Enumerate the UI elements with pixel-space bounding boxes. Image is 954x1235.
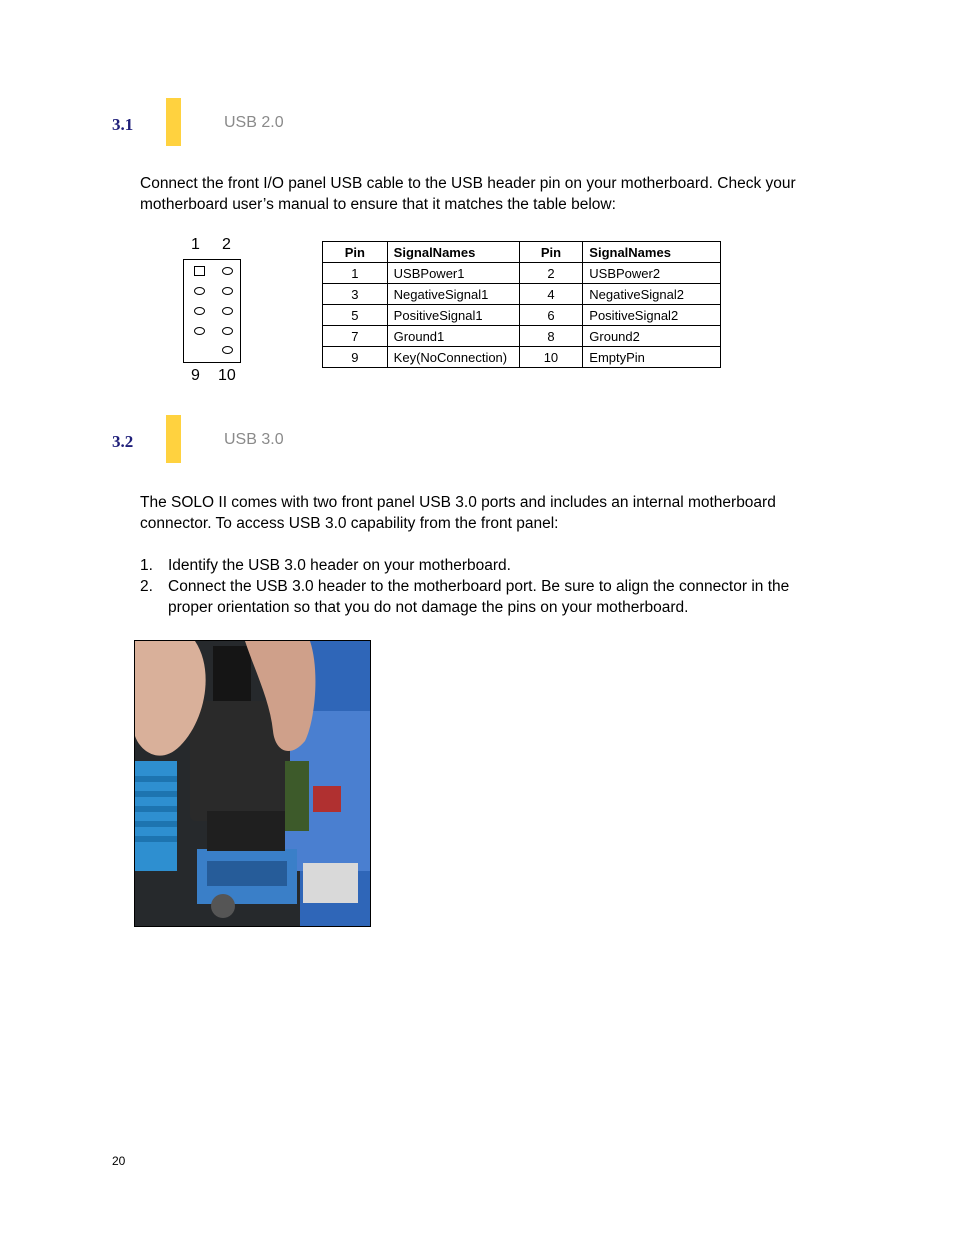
section-title: USB 3.0 xyxy=(224,431,284,448)
table-cell: USBPower2 xyxy=(583,263,721,284)
list-item xyxy=(140,576,810,618)
table-cell: 4 xyxy=(519,284,583,305)
table-cell: 9 xyxy=(323,347,388,368)
diagram-label-2: 2 xyxy=(222,236,231,253)
table-cell: NegativeSignal1 xyxy=(387,284,519,305)
section-accent-bar xyxy=(166,98,181,146)
usb3-connector-photo xyxy=(134,640,371,927)
table-cell: 2 xyxy=(519,263,583,284)
table-cell: 6 xyxy=(519,305,583,326)
table-cell: 10 xyxy=(519,347,583,368)
table-row xyxy=(323,263,721,284)
table-cell: 3 xyxy=(323,284,388,305)
table-cell: PositiveSignal2 xyxy=(583,305,721,326)
table-row xyxy=(323,326,721,347)
section-number: 3.1 xyxy=(112,115,134,134)
table-cell: Ground1 xyxy=(387,326,519,347)
step-text: Connect the USB 3.0 header to the motherboard port. Be sure to align the connector in the proper orientation so that you do not damage the pins on your motherboard. xyxy=(168,578,790,616)
step-text: Identify the USB 3.0 header on your motherboard. xyxy=(168,557,511,574)
step-number: 2. xyxy=(140,578,153,595)
pin-1-square-icon xyxy=(194,266,205,276)
table-cell: 1 xyxy=(323,263,388,284)
usb3-paragraph: The SOLO II comes with two front panel USB 3.0 ports and includes an internal motherboard connector. To access USB 3.0 capability from the front panel: xyxy=(140,494,776,532)
step-number: 1. xyxy=(140,557,153,574)
table-header: Pin xyxy=(519,242,583,263)
pin-2-icon xyxy=(222,267,233,275)
usb-header-diagram xyxy=(183,259,241,363)
diagram-label-1: 1 xyxy=(191,236,200,253)
table-cell: 7 xyxy=(323,326,388,347)
table-row xyxy=(323,284,721,305)
pin-3-icon xyxy=(194,287,205,295)
photo-illustration xyxy=(135,641,370,926)
section-title: USB 2.0 xyxy=(224,114,284,131)
pin-8-icon xyxy=(222,327,233,335)
table-cell: EmptyPin xyxy=(583,347,721,368)
steps-list xyxy=(140,555,810,618)
table-cell: NegativeSignal2 xyxy=(583,284,721,305)
section-number: 3.2 xyxy=(112,432,134,451)
table-header: SignalNames xyxy=(583,242,721,263)
pin-10-icon xyxy=(222,346,233,354)
diagram-label-9: 9 xyxy=(191,367,200,384)
table-row xyxy=(323,305,721,326)
table-header: Pin xyxy=(323,242,388,263)
table-cell: Ground2 xyxy=(583,326,721,347)
table-cell: Key(NoConnection) xyxy=(387,347,519,368)
table-header: SignalNames xyxy=(387,242,519,263)
table-cell: 8 xyxy=(519,326,583,347)
page-number: 20 xyxy=(112,1154,126,1168)
list-item xyxy=(140,555,810,576)
table-header-row xyxy=(323,242,721,263)
pin-4-icon xyxy=(222,287,233,295)
intro-paragraph: Connect the front I/O panel USB cable to the USB header pin on your motherboard. Check your motherboard user’s manual to ensure that it matches the table below: xyxy=(140,175,796,213)
table-cell: USBPower1 xyxy=(387,263,519,284)
section-accent-bar xyxy=(166,415,181,463)
table-row xyxy=(323,347,721,368)
pin-6-icon xyxy=(222,307,233,315)
pin-signal-table xyxy=(322,241,721,368)
pin-7-icon xyxy=(194,327,205,335)
table-cell: PositiveSignal1 xyxy=(387,305,519,326)
table-cell: 5 xyxy=(323,305,388,326)
diagram-label-10: 10 xyxy=(218,367,236,384)
pin-5-icon xyxy=(194,307,205,315)
